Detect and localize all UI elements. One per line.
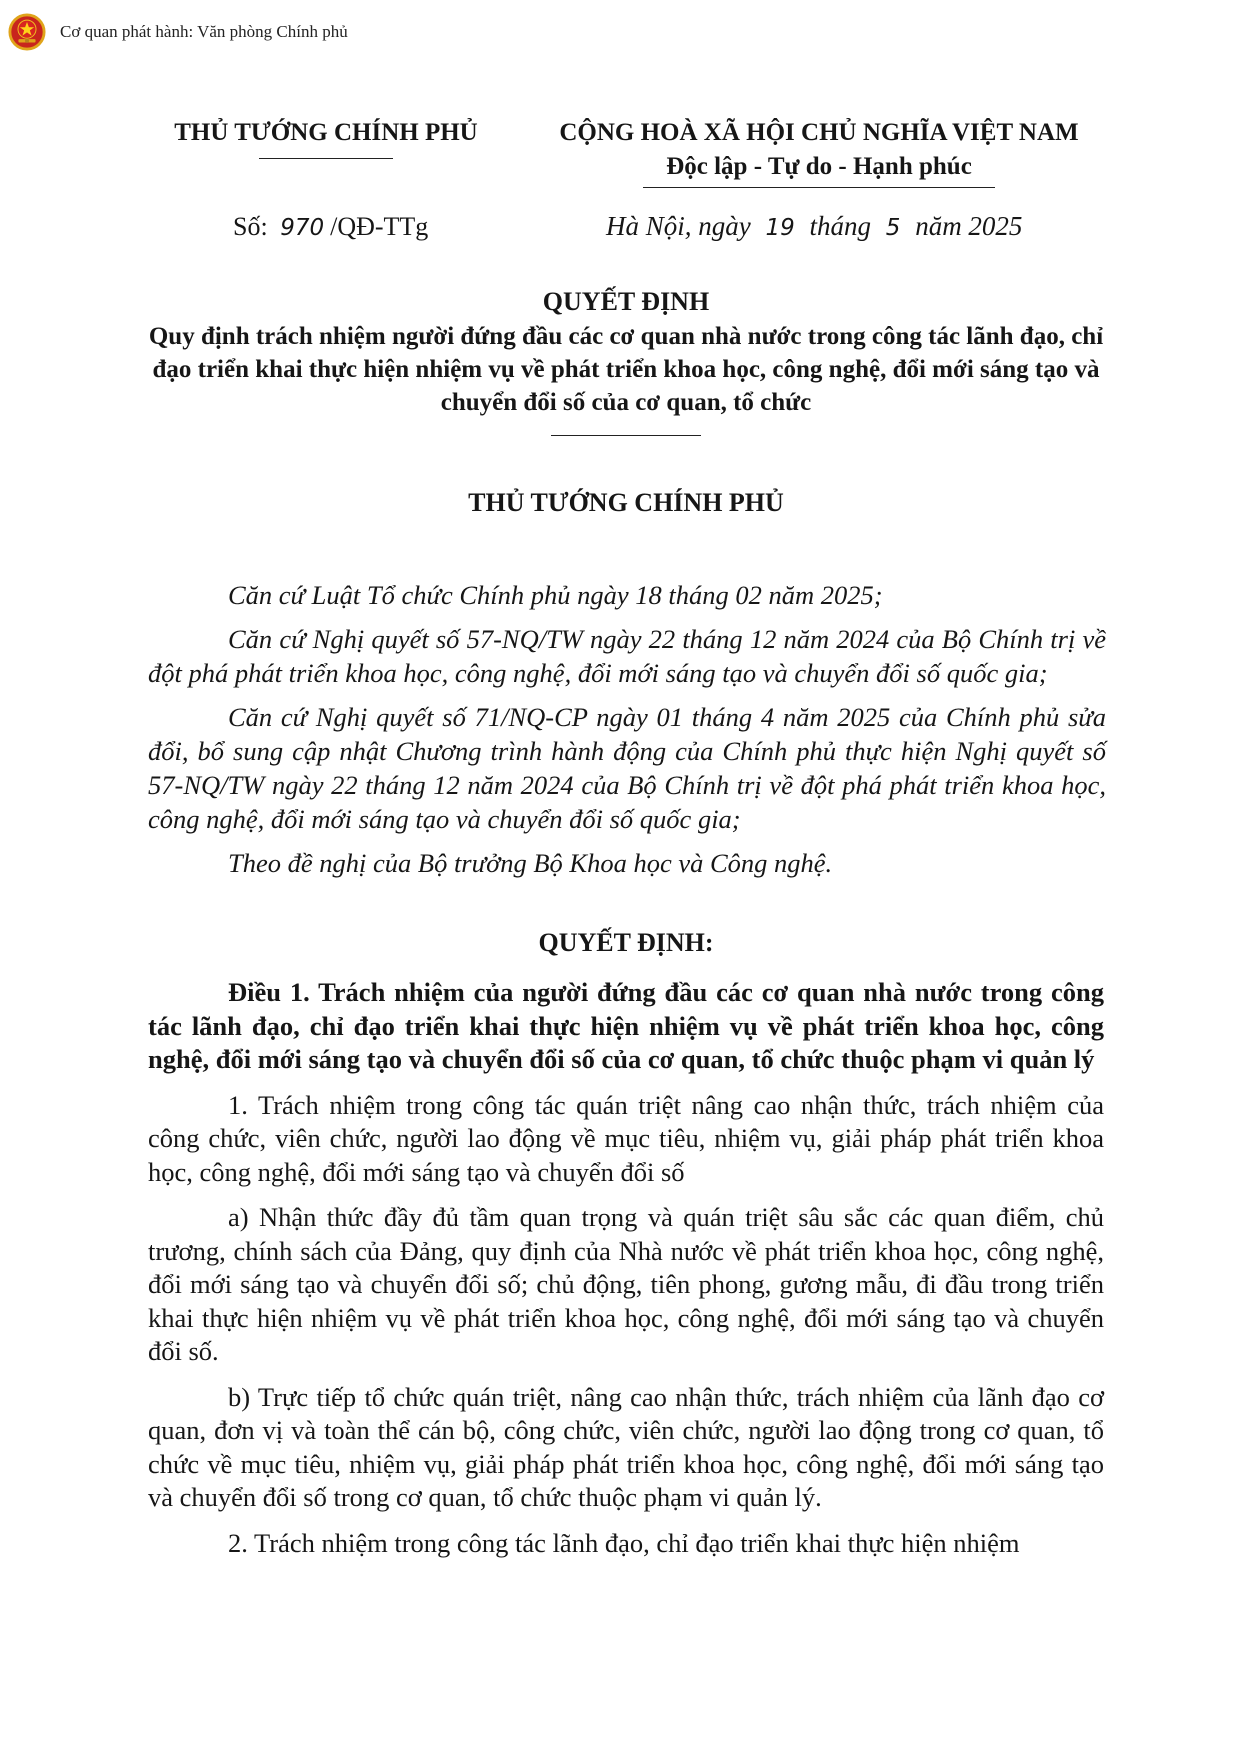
article-paragraph: a) Nhận thức đầy đủ tầm quan trọng và quán triệt sâu sắc các quan điểm, chủ trương, chính sách của Đảng, quy định của Nhà nước về phát triển khoa học, công nghệ, đổi mới sáng tạo và chuyển đổi số; chủ động, tiên phong, gương mẫu, đi đầu trong triển khai thực hiện nhiệm vụ về phát triển khoa học, công nghệ, đổi mới sáng tạo và chuyển đổi số. (148, 1202, 1104, 1366)
basis-paragraph: Căn cứ Nghị quyết số 71/NQ-CP ngày 01 tháng 4 năm 2025 của Chính phủ sửa đổi, bổ sung cập nhật Chương trình hành động của Chính phủ thực hiện Nghị quyết số 57-NQ/TW ngày 22 tháng 12 năm 2024 của Bộ Chính trị về đột phá phát triển khoa học, công nghệ, đổi mới sáng tạo và chuyển đổi số quốc gia; (148, 702, 1106, 834)
agency-header (148, 116, 504, 159)
basis-paragraph: Căn cứ Luật Tổ chức Chính phủ ngày 18 tháng 02 năm 2025; (228, 580, 883, 610)
month-value: 5 (885, 215, 901, 241)
issuer-bar (8, 12, 348, 52)
document-number (233, 212, 428, 242)
basis-paragraph: Căn cứ Nghị quyết số 57-NQ/TW ngày 22 tháng 12 năm 2024 của Bộ Chính trị về đột phá phát triển khoa học, công nghệ, đổi mới sáng tạo và chuyển đổi số quốc gia; (148, 624, 1106, 688)
year-label: năm 2025 (915, 211, 1023, 241)
legal-basis (148, 578, 1106, 890)
national-emblem-icon (8, 13, 46, 51)
number-value: 970 (280, 215, 325, 241)
agency-underline (259, 158, 393, 159)
motto-underline (643, 187, 995, 188)
document-title (148, 284, 1104, 436)
article-paragraph: 1. Trách nhiệm trong công tác quán triệt nâng cao nhận thức, trách nhiệm của công chức, viên chức, người lao động về mục tiêu, nhiệm vụ, giải pháp phát triển khoa học, công nghệ, đổi mới sáng tạo và chuyển đổi số (148, 1089, 1104, 1187)
agency-name: THỦ TƯỚNG CHÍNH PHỦ (174, 119, 478, 146)
issuer-label: Cơ quan phát hành: Văn phòng Chính phủ (60, 22, 348, 41)
decides-heading: QUYẾT ĐỊNH: (538, 928, 714, 957)
article-1-heading: Điều 1. Trách nhiệm của người đứng đầu các cơ quan nhà nước trong công tác lãnh đạo, chỉ đạo triển khai thực hiện nhiệm vụ về phát triển khoa học, công nghệ, đổi mới sáng tạo và chuyển đổi số của cơ quan, tổ chức thuộc phạm vi quản lý (148, 977, 1104, 1074)
number-suffix: /QĐ-TTg (330, 212, 429, 241)
article-paragraph: 2. Trách nhiệm trong công tác lãnh đạo, chỉ đạo triển khai thực hiện nhiệm (228, 1527, 1020, 1558)
number-prefix: Số: (233, 212, 268, 241)
month-label: tháng (809, 211, 872, 241)
place-day-label: Hà Nội, ngày (606, 211, 751, 241)
place-and-date (606, 211, 1022, 242)
article-1 (148, 976, 1104, 1572)
country-name: CỘNG HOÀ XÃ HỘI CHỦ NGHĨA VIỆT NAM (559, 119, 1079, 146)
basis-paragraph: Theo đề nghị của Bộ trưởng Bộ Khoa học và Công nghệ. (228, 848, 833, 878)
document-summary: Quy định trách nhiệm người đứng đầu các cơ quan nhà nước trong công tác lãnh đạo, chỉ đạo triển khai thực hiện nhiệm vụ về phát triển khoa học, công nghệ, đổi mới sáng tạo và chuyển đổi số của cơ quan, tổ chức (148, 323, 1104, 416)
day-value: 19 (765, 215, 795, 241)
article-paragraph: b) Trực tiếp tổ chức quán triệt, nâng cao nhận thức, trách nhiệm của lãnh đạo cơ quan, đơn vị và toàn thể cán bộ, công chức, viên chức, người lao động trong cơ quan, tổ chức về mục tiêu, nhiệm vụ, giải pháp phát triển khoa học, công nghệ, đổi mới sáng tạo và chuyển đổi số trong cơ quan, tổ chức thuộc phạm vi quản lý. (148, 1381, 1104, 1512)
national-motto: Độc lập - Tự do - Hạnh phúc (666, 153, 972, 180)
national-header (534, 116, 1104, 188)
document-type: QUYẾT ĐỊNH (542, 287, 710, 316)
issuing-authority: THỦ TƯỚNG CHÍNH PHỦ (468, 488, 784, 517)
title-underline (551, 435, 701, 436)
